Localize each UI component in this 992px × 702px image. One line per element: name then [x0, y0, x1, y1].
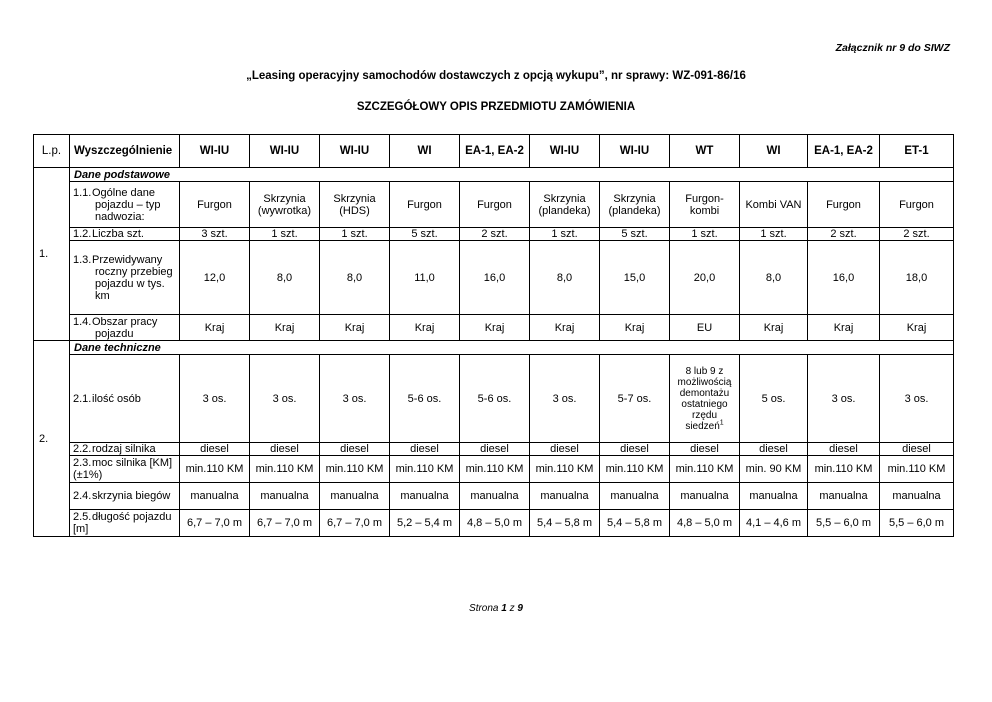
- cell-value: diesel: [270, 443, 299, 455]
- cell-value: diesel: [759, 443, 788, 455]
- cell-value: 5,4 – 5,8 m: [606, 517, 663, 529]
- row-label-text: Przewidywany: [92, 253, 163, 266]
- table-cell: [320, 315, 390, 341]
- table-cell: [530, 456, 600, 483]
- table-cell: [670, 241, 740, 315]
- table-cell: [390, 510, 460, 537]
- column-header: WT: [670, 135, 740, 168]
- table-cell: [740, 510, 808, 537]
- cell-value: 4,1 – 4,6 m: [745, 517, 802, 529]
- table-cell: [390, 483, 460, 510]
- row-number: 1.: [34, 168, 70, 341]
- table-cell: [390, 355, 460, 443]
- cell-value: 8,0: [346, 271, 363, 284]
- cell-value: EU: [696, 321, 713, 334]
- table-row: [34, 315, 954, 341]
- table-cell: [460, 443, 530, 456]
- table-cell: [808, 182, 880, 228]
- cell-value: diesel: [200, 443, 229, 455]
- table-cell: [250, 315, 320, 341]
- cell-value: 1 szt.: [691, 228, 718, 240]
- table-row: [34, 456, 954, 483]
- cell-value: min. 90 KM: [745, 463, 802, 475]
- cell-value: Furgon: [407, 198, 442, 211]
- table-cell: [600, 182, 670, 228]
- row-label: [70, 510, 180, 537]
- cell-value: min.110 KM: [185, 463, 244, 475]
- cell-value: 3 os.: [272, 392, 297, 405]
- table-cell: [880, 510, 954, 537]
- cell-value: manualna: [400, 490, 449, 502]
- cell-value: Skrzynia (plandeka): [608, 192, 661, 217]
- cell-value: Kraj: [554, 321, 575, 334]
- table-cell: [670, 510, 740, 537]
- table-cell: [880, 456, 954, 483]
- cell-value: 5-7 os.: [617, 392, 652, 405]
- cell-value: 8,0: [276, 271, 293, 284]
- cell-value: 11,0: [414, 271, 435, 284]
- row-label-text: długość pojazdu [m]: [73, 511, 172, 535]
- table-cell: [808, 241, 880, 315]
- cell-value: min.110 KM: [395, 463, 454, 475]
- cell-value: diesel: [829, 443, 858, 455]
- table-cell: [180, 182, 250, 228]
- table-cell: [600, 315, 670, 341]
- row-label-text: skrzynia biegów: [92, 490, 171, 502]
- cell-value: Furgon: [826, 198, 861, 211]
- row-label-text-cont: pojazdu: [95, 327, 134, 340]
- cell-value: 20,0: [693, 271, 716, 284]
- table-cell: [600, 443, 670, 456]
- table-cell: [460, 241, 530, 315]
- row-label-text: ilość osób: [92, 392, 141, 405]
- cell-value: 5,5 – 6,0 m: [815, 517, 872, 529]
- table-cell: [460, 483, 530, 510]
- page-footer: [0, 603, 992, 614]
- row-label: [70, 241, 180, 315]
- table-cell: [250, 182, 320, 228]
- table-cell: [808, 315, 880, 341]
- row-label-text: Ogólne dane: [92, 186, 155, 199]
- table-cell: [740, 355, 808, 443]
- table-cell: [390, 182, 460, 228]
- row-label-number: 1.4.: [73, 315, 92, 328]
- row-label-text-cont: roczny przebieg pojazdu w tys. km: [95, 265, 173, 302]
- section-title: Dane podstawowe: [70, 168, 954, 182]
- cell-value: manualna: [330, 490, 379, 502]
- row-label: [70, 315, 180, 341]
- table-cell: [600, 483, 670, 510]
- table-row: [34, 228, 954, 241]
- table-cell: [530, 510, 600, 537]
- cell-value: Kraj: [344, 321, 365, 334]
- table-cell: [320, 456, 390, 483]
- column-header: WI-IU: [600, 135, 670, 168]
- table-cell: [808, 483, 880, 510]
- cell-value: Furgon: [197, 198, 232, 211]
- table-cell: [880, 241, 954, 315]
- table-cell: [600, 355, 670, 443]
- cell-value: diesel: [902, 443, 931, 455]
- row-label-number: 2.3.: [73, 457, 92, 469]
- cell-value: 5-6 os.: [477, 392, 512, 405]
- table-cell: [530, 443, 600, 456]
- row-label-text: Obszar pracy: [92, 315, 158, 328]
- table-cell: [250, 443, 320, 456]
- cell-value: 2 szt.: [481, 228, 508, 240]
- row-label-number: 1.3.: [73, 253, 92, 266]
- cell-value: Furgon: [899, 198, 934, 211]
- table-cell: [390, 228, 460, 241]
- table-cell: [320, 182, 390, 228]
- cell-value: 18,0: [905, 271, 928, 284]
- lp-header: L.p.: [34, 135, 70, 168]
- table-cell: [460, 182, 530, 228]
- row-number: 2.: [34, 341, 70, 537]
- row-label: [70, 483, 180, 510]
- table-cell: [670, 355, 740, 443]
- cell-value: manualna: [749, 490, 798, 502]
- cell-value: manualna: [610, 490, 659, 502]
- table-cell: [250, 456, 320, 483]
- table-cell: [180, 510, 250, 537]
- footer-page: 1: [501, 603, 507, 614]
- cell-value: diesel: [550, 443, 579, 455]
- table-cell: [600, 510, 670, 537]
- row-label-number: 2.4.: [73, 490, 92, 502]
- cell-value: 5-6 os.: [407, 392, 442, 405]
- cell-value: 3 szt.: [201, 228, 228, 240]
- table-cell: [670, 443, 740, 456]
- cell-value: 2 szt.: [903, 228, 930, 240]
- table-cell: [808, 456, 880, 483]
- table-cell: [180, 456, 250, 483]
- annex-label: Załącznik nr 9 do SIWZ: [835, 42, 950, 54]
- row-label-number: 2.5.: [73, 511, 92, 523]
- row-label-text-cont: pojazdu – typ nadwozia:: [95, 198, 161, 223]
- table-cell: [180, 355, 250, 443]
- table-cell: [740, 241, 808, 315]
- cell-value: 8,0: [765, 271, 782, 284]
- cell-value: manualna: [892, 490, 941, 502]
- table-cell: [460, 355, 530, 443]
- footnote-mark: 1: [719, 419, 724, 427]
- table-cell: [740, 443, 808, 456]
- cell-value: 6,7 – 7,0 m: [326, 517, 383, 529]
- cell-value: manualna: [680, 490, 729, 502]
- cell-value: Skrzynia (plandeka): [538, 192, 591, 217]
- table-cell: [880, 315, 954, 341]
- table-cell: [670, 315, 740, 341]
- cell-value: Kraj: [906, 321, 927, 334]
- cell-value: 4,8 – 5,0 m: [466, 517, 523, 529]
- row-label-number: 1.2.: [73, 228, 92, 240]
- cell-value: min.110 KM: [814, 463, 873, 475]
- cell-value: 8 lub 9 z możliwością demontażu ostatniego rzędu siedzeń: [677, 365, 732, 432]
- table-cell: [880, 228, 954, 241]
- cell-value: 1 szt.: [551, 228, 578, 240]
- cell-value: 3 os.: [342, 392, 367, 405]
- table-cell: [740, 483, 808, 510]
- cell-value: manualna: [260, 490, 309, 502]
- row-label-text: moc silnika [KM] (±1%): [73, 457, 173, 481]
- column-header: WI-IU: [180, 135, 250, 168]
- table-cell: [460, 315, 530, 341]
- table-cell: [390, 443, 460, 456]
- document-subtitle: SZCZEGÓŁOWY OPIS PRZEDMIOTU ZAMÓWIENIA: [356, 101, 636, 113]
- table-cell: [670, 483, 740, 510]
- cell-value: 1 szt.: [271, 228, 298, 240]
- row-label: [70, 456, 180, 483]
- cell-value: 5,2 – 5,4 m: [396, 517, 453, 529]
- table-cell: [320, 483, 390, 510]
- cell-value: 12,0: [203, 271, 226, 284]
- table-cell: [880, 355, 954, 443]
- section-row: [34, 168, 954, 182]
- cell-value: 16,0: [483, 271, 506, 284]
- cell-value: manualna: [470, 490, 519, 502]
- table-cell: [250, 355, 320, 443]
- cell-value: 6,7 – 7,0 m: [256, 517, 313, 529]
- cell-value: 4,8 – 5,0 m: [676, 517, 733, 529]
- table-cell: [530, 228, 600, 241]
- table-cell: [460, 510, 530, 537]
- cell-value: Furgon: [477, 198, 512, 211]
- cell-value: Kraj: [414, 321, 435, 334]
- table-cell: [880, 182, 954, 228]
- cell-value: min.110 KM: [887, 463, 946, 475]
- column-header: WI-IU: [250, 135, 320, 168]
- table-cell: [250, 228, 320, 241]
- cell-value: min.110 KM: [325, 463, 384, 475]
- cell-value: 6,7 – 7,0 m: [186, 517, 243, 529]
- document-title: „Leasing operacyjny samochodów dostawczych z opcją wykupu”, nr sprawy: WZ-091-86/16: [246, 70, 746, 82]
- row-label-text: Liczba szt.: [92, 228, 144, 240]
- table-row: [34, 182, 954, 228]
- table-cell: [390, 241, 460, 315]
- cell-value: Skrzynia (HDS): [333, 192, 376, 217]
- cell-value: manualna: [540, 490, 589, 502]
- table-cell: [320, 443, 390, 456]
- row-label-text: rodzaj silnika: [92, 443, 156, 455]
- column-header: ET-1: [880, 135, 954, 168]
- table-row: [34, 355, 954, 443]
- table-cell: [600, 228, 670, 241]
- cell-value: manualna: [190, 490, 239, 502]
- column-header: WI: [740, 135, 808, 168]
- cell-value: 5,4 – 5,8 m: [536, 517, 593, 529]
- column-header: EA-1, EA-2: [808, 135, 880, 168]
- table-row: [34, 483, 954, 510]
- table-cell: [880, 483, 954, 510]
- table-cell: [180, 483, 250, 510]
- cell-value: Kombi VAN: [745, 198, 802, 211]
- table-cell: [600, 241, 670, 315]
- column-header: WI-IU: [530, 135, 600, 168]
- table-cell: [250, 241, 320, 315]
- table-cell: [320, 228, 390, 241]
- table-row: [34, 443, 954, 456]
- table-cell: [670, 456, 740, 483]
- table-cell: [530, 241, 600, 315]
- cell-value: 5,5 – 6,0 m: [888, 517, 945, 529]
- label-header: Wyszczególnienie: [70, 135, 180, 168]
- cell-value: Kraj: [484, 321, 505, 334]
- cell-value: Skrzynia (wywrotka): [257, 192, 312, 217]
- table-cell: [320, 510, 390, 537]
- cell-value: diesel: [690, 443, 719, 455]
- cell-value: 3 os.: [202, 392, 227, 405]
- cell-value: 16,0: [832, 271, 855, 284]
- table-cell: [808, 228, 880, 241]
- table-cell: [390, 315, 460, 341]
- cell-value: manualna: [819, 490, 868, 502]
- table-row: [34, 510, 954, 537]
- footer-sep: z: [509, 603, 515, 614]
- table-cell: [460, 228, 530, 241]
- cell-value: 5 szt.: [411, 228, 438, 240]
- row-label: [70, 228, 180, 241]
- cell-value: min.110 KM: [675, 463, 734, 475]
- row-label-number: 1.1.: [73, 186, 92, 199]
- section-title: Dane techniczne: [70, 341, 954, 355]
- column-header: WI: [390, 135, 460, 168]
- table-cell: [320, 241, 390, 315]
- table-cell: [250, 483, 320, 510]
- cell-value: Kraj: [833, 321, 854, 334]
- row-label: [70, 182, 180, 228]
- table-cell: [808, 443, 880, 456]
- table-cell: [670, 228, 740, 241]
- cell-value: Furgon-kombi: [685, 192, 724, 217]
- cell-value: 3 os.: [831, 392, 856, 405]
- cell-value: 15,0: [623, 271, 646, 284]
- cell-value: 3 os.: [552, 392, 577, 405]
- footer-prefix: Strona: [469, 603, 499, 614]
- table-cell: [530, 483, 600, 510]
- table-cell: [180, 315, 250, 341]
- cell-value: 1 szt.: [341, 228, 368, 240]
- row-label-number: 2.2.: [73, 443, 92, 455]
- footer-total: 9: [517, 603, 523, 614]
- cell-value: 1 szt.: [760, 228, 787, 240]
- table-header-row: [34, 135, 954, 168]
- cell-value: Kraj: [204, 321, 225, 334]
- column-header: WI-IU: [320, 135, 390, 168]
- cell-value: 5 szt.: [621, 228, 648, 240]
- cell-value: 2 szt.: [830, 228, 857, 240]
- table-cell: [600, 456, 670, 483]
- cell-value: Kraj: [763, 321, 784, 334]
- row-label: [70, 355, 180, 443]
- table-cell: [530, 315, 600, 341]
- table-cell: [180, 228, 250, 241]
- table-cell: [740, 182, 808, 228]
- table-cell: [740, 228, 808, 241]
- row-label: [70, 443, 180, 456]
- table-cell: [320, 355, 390, 443]
- cell-value: Kraj: [274, 321, 295, 334]
- table-cell: [180, 241, 250, 315]
- row-label-number: 2.1.: [73, 392, 92, 405]
- table-cell: [670, 182, 740, 228]
- cell-value: diesel: [340, 443, 369, 455]
- table-row: [34, 241, 954, 315]
- table-cell: [390, 456, 460, 483]
- table-cell: [250, 510, 320, 537]
- cell-value: min.110 KM: [465, 463, 524, 475]
- table-cell: [808, 510, 880, 537]
- table-cell: [530, 182, 600, 228]
- cell-value: Kraj: [624, 321, 645, 334]
- cell-value: 8,0: [556, 271, 573, 284]
- cell-value: diesel: [620, 443, 649, 455]
- table-cell: [880, 443, 954, 456]
- table-cell: [530, 355, 600, 443]
- cell-value: diesel: [480, 443, 509, 455]
- specification-table: [33, 134, 954, 537]
- cell-value: min.110 KM: [535, 463, 594, 475]
- cell-value: min.110 KM: [605, 463, 664, 475]
- cell-value: diesel: [410, 443, 439, 455]
- table-cell: [740, 315, 808, 341]
- table-cell: [740, 456, 808, 483]
- cell-value: 5 os.: [761, 392, 786, 405]
- table-cell: [460, 456, 530, 483]
- table-cell: [808, 355, 880, 443]
- section-row: [34, 341, 954, 355]
- table-cell: [180, 443, 250, 456]
- cell-value: 3 os.: [904, 392, 929, 405]
- column-header: EA-1, EA-2: [460, 135, 530, 168]
- cell-value: min.110 KM: [255, 463, 314, 475]
